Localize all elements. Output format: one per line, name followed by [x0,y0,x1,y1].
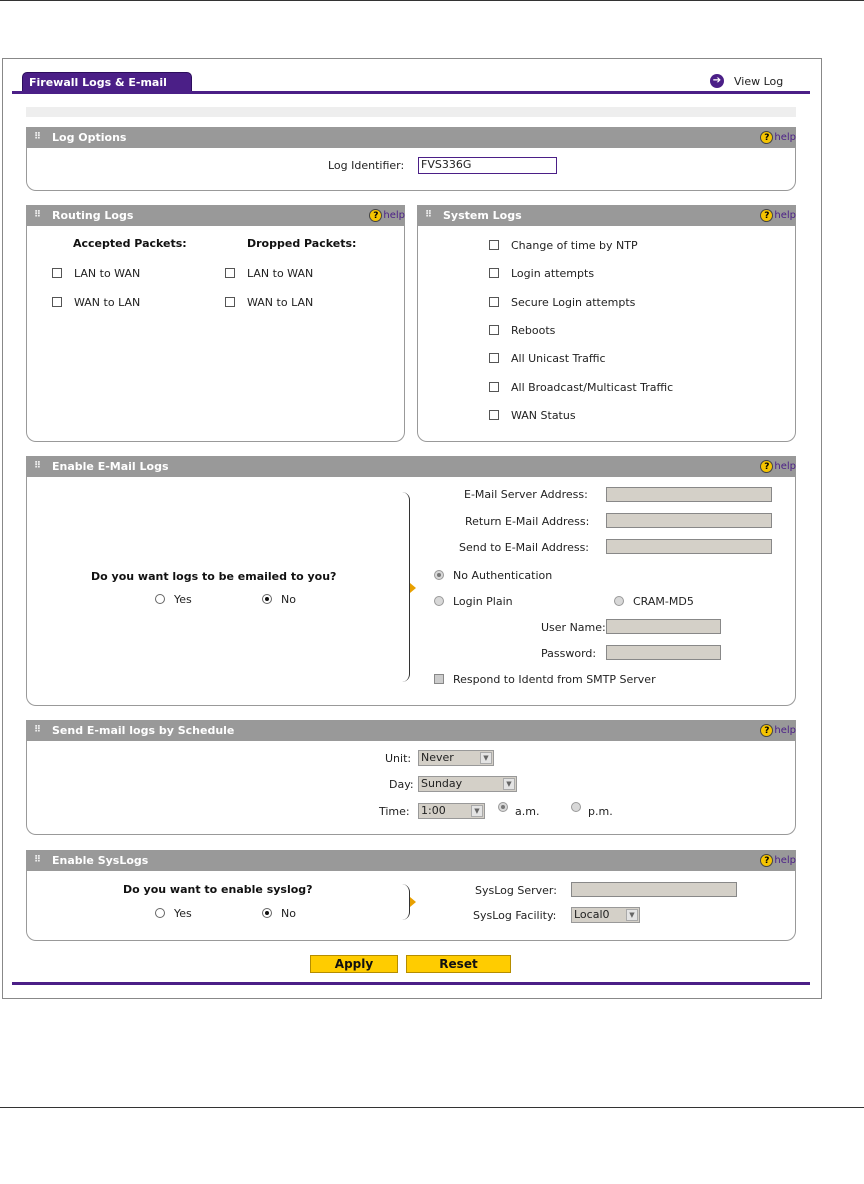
day-label: Day: [389,778,414,791]
email-question: Do you want logs to be emailed to you? [91,570,337,583]
grip-icon: ⠿ [34,461,41,471]
help-icon: ? [760,460,773,473]
help-icon: ? [369,209,382,222]
login-attempts-label: Login attempts [511,267,595,280]
chevron-down-icon: ▼ [471,805,483,817]
help-link[interactable]: ? help [760,208,796,223]
email-brace [402,492,410,682]
password-label: Password: [541,647,597,660]
login-attempts-checkbox[interactable] [489,268,499,278]
help-icon: ? [760,724,773,737]
email-yes-label: Yes [174,593,192,606]
brace-arrow-icon [410,897,416,907]
no-authentication-label: No Authentication [453,569,553,582]
tab-firewall-logs[interactable]: Firewall Logs & E-mail [22,72,192,92]
reboots-label: Reboots [511,324,556,337]
send-to-email-label: Send to E-Mail Address: [459,541,590,554]
help-link[interactable]: ? help [760,459,796,474]
unit-select[interactable]: Never ▼ [418,750,494,766]
am-label: a.m. [515,805,540,818]
section-title: Routing Logs [52,209,134,222]
unicast-traffic-label: All Unicast Traffic [511,352,606,365]
section-title: Enable SysLogs [52,854,149,867]
help-icon: ? [760,209,773,222]
email-yes-radio[interactable] [155,594,165,604]
time-select[interactable]: 1:00 ▼ [418,803,485,819]
return-email-input[interactable] [606,513,772,528]
schedule-header [26,720,796,741]
wan-status-checkbox[interactable] [489,410,499,420]
no-authentication-radio[interactable] [434,570,444,580]
identd-label: Respond to Identd from SMTP Server [453,673,656,686]
help-icon: ? [760,131,773,144]
user-name-label: User Name: [541,621,606,634]
syslog-brace [402,884,410,920]
chevron-down-icon: ▼ [626,909,638,921]
arrow-right-icon: ➔ [710,74,724,88]
bottom-border [12,982,810,985]
email-logs-header [26,456,796,477]
view-log-link[interactable] [710,74,783,88]
email-no-label: No [281,593,296,606]
view-log-label: View Log [734,74,784,88]
accepted-wan-to-lan-label: WAN to LAN [74,296,141,309]
log-identifier-input[interactable]: FVS336G [418,157,557,174]
section-title: Log Options [52,131,127,144]
syslog-facility-select[interactable]: Local0 ▼ [571,907,640,923]
grip-icon: ⠿ [34,725,41,735]
ntp-time-change-label: Change of time by NTP [511,239,638,252]
login-plain-radio[interactable] [434,596,444,606]
help-link[interactable]: ? help [760,130,796,145]
syslog-no-radio[interactable] [262,908,272,918]
accepted-wan-to-lan-checkbox[interactable] [52,297,62,307]
chevron-down-icon: ▼ [503,778,515,790]
help-icon: ? [760,854,773,867]
syslog-no-label: No [281,907,296,920]
cram-md5-radio[interactable] [614,596,624,606]
section-title: Send E-mail logs by Schedule [52,724,235,737]
dropped-lan-to-wan-label: LAN to WAN [247,267,314,280]
grip-icon: ⠿ [34,855,41,865]
grip-icon: ⠿ [425,210,432,220]
help-link[interactable]: ? help [760,723,796,738]
system-logs-panel [417,226,796,442]
email-no-radio[interactable] [262,594,272,604]
unicast-traffic-checkbox[interactable] [489,353,499,363]
day-select[interactable]: Sunday ▼ [418,776,517,792]
ntp-time-change-checkbox[interactable] [489,240,499,250]
bottom-rule [0,1107,864,1108]
email-server-input[interactable] [606,487,772,502]
secure-login-attempts-checkbox[interactable] [489,297,499,307]
dropped-lan-to-wan-checkbox[interactable] [225,268,235,278]
dropped-wan-to-lan-label: WAN to LAN [247,296,314,309]
login-plain-label: Login Plain [453,595,513,608]
dropped-packets-header: Dropped Packets: [247,237,357,250]
pm-label: p.m. [588,805,613,818]
reboots-checkbox[interactable] [489,325,499,335]
grip-icon: ⠿ [34,210,41,220]
apply-button[interactable]: Apply [310,955,398,973]
time-label: Time: [379,805,410,818]
unit-label: Unit: [385,752,412,765]
syslog-server-input[interactable] [571,882,737,897]
accepted-packets-header: Accepted Packets: [73,237,187,250]
log-options-panel [26,148,796,191]
am-radio[interactable] [498,802,508,812]
syslog-yes-radio[interactable] [155,908,165,918]
syslog-server-label: SysLog Server: [475,884,557,897]
log-identifier-label: Log Identifier: [328,159,405,172]
brace-arrow-icon [410,583,416,593]
send-to-email-input[interactable] [606,539,772,554]
help-link[interactable]: ? help [369,208,405,223]
broadcast-multicast-checkbox[interactable] [489,382,499,392]
section-title: System Logs [443,209,522,222]
tab-underline [12,91,810,94]
chevron-down-icon: ▼ [480,752,492,764]
email-server-label: E-Mail Server Address: [464,488,588,501]
syslog-facility-label: SysLog Facility: [473,909,557,922]
routing-logs-header [26,205,405,226]
log-options-header [26,127,796,148]
reset-button[interactable]: Reset [406,955,511,973]
grip-icon: ⠿ [34,132,41,142]
accepted-lan-to-wan-label: LAN to WAN [74,267,141,280]
routing-logs-panel [26,226,405,442]
system-logs-header [417,205,796,226]
pm-radio[interactable] [571,802,581,812]
password-input[interactable] [606,645,721,660]
section-title: Enable E-Mail Logs [52,460,169,473]
syslog-header [26,850,796,871]
help-link[interactable]: ? help [760,853,796,868]
accepted-lan-to-wan-checkbox[interactable] [52,268,62,278]
broadcast-multicast-label: All Broadcast/Multicast Traffic [511,381,674,394]
cram-md5-label: CRAM-MD5 [633,595,694,608]
secure-login-attempts-label: Secure Login attempts [511,296,636,309]
syslog-question: Do you want to enable syslog? [123,883,313,896]
top-rule [0,0,864,1]
dropped-wan-to-lan-checkbox[interactable] [225,297,235,307]
syslog-yes-label: Yes [174,907,192,920]
header-stripe [26,107,796,117]
user-name-input[interactable] [606,619,721,634]
identd-checkbox[interactable] [434,674,444,684]
return-email-label: Return E-Mail Address: [465,515,590,528]
wan-status-label: WAN Status [511,409,576,422]
